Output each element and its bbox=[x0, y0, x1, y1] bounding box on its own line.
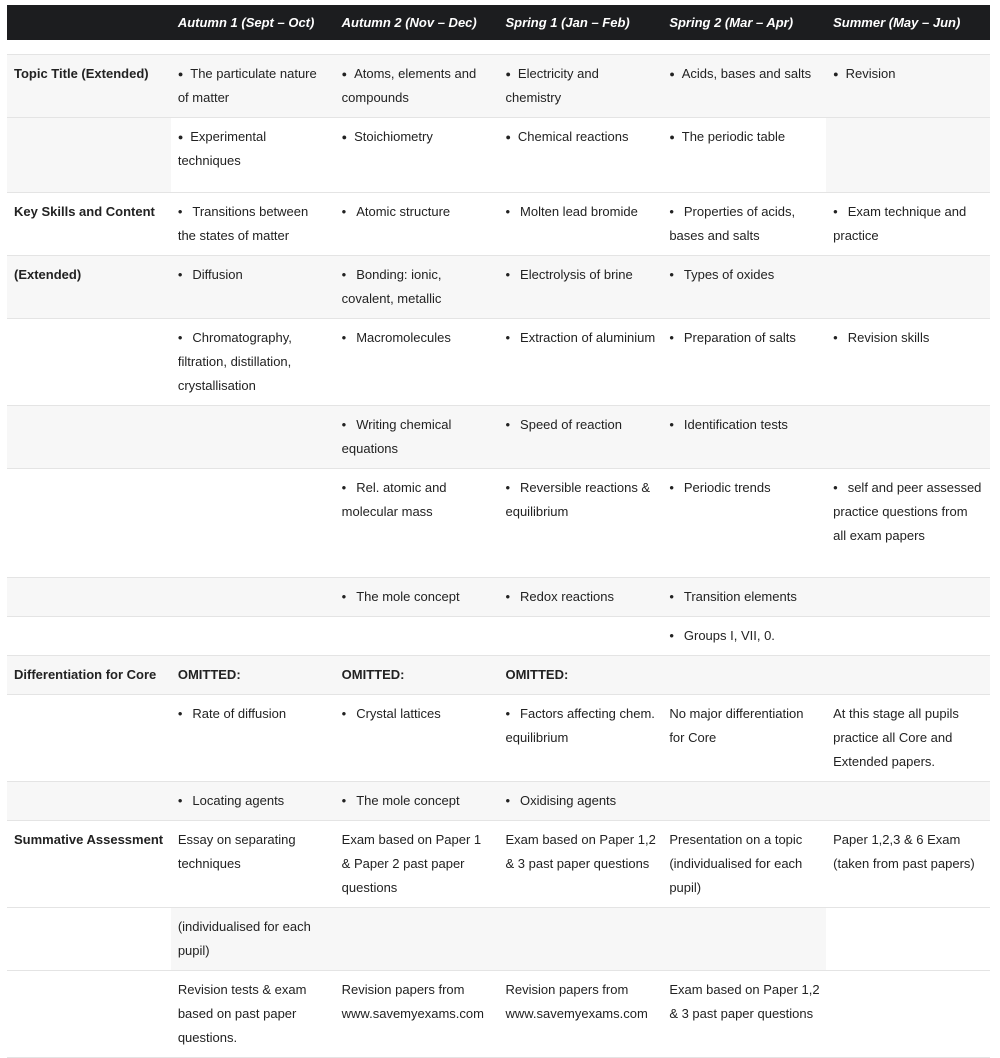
table-cell bbox=[826, 908, 990, 971]
table-cell bbox=[826, 256, 990, 319]
bullet-item: ● Experimental techniques bbox=[178, 129, 266, 168]
table-cell bbox=[826, 406, 990, 469]
table-cell bbox=[498, 469, 662, 578]
table-cell bbox=[826, 821, 990, 908]
table-cell bbox=[498, 908, 662, 971]
table-cell bbox=[171, 118, 335, 193]
table-cell bbox=[171, 656, 335, 695]
table-cell bbox=[335, 908, 499, 971]
table-cell bbox=[171, 406, 335, 469]
table-cell bbox=[826, 55, 990, 118]
bullet-item: • The mole concept bbox=[342, 589, 460, 604]
bullet-item: • Writing chemical equations bbox=[342, 417, 452, 456]
table-row bbox=[7, 469, 990, 578]
table-cell bbox=[826, 469, 990, 578]
bullet-item: • Revision skills bbox=[833, 330, 929, 345]
bullet-item: • Macromolecules bbox=[342, 330, 451, 345]
spacer-row bbox=[7, 40, 990, 55]
cell-text: (Extended) bbox=[14, 267, 82, 282]
table-row bbox=[7, 55, 990, 118]
bullet-item: ● Atoms, elements and compounds bbox=[342, 66, 477, 105]
table-cell bbox=[662, 256, 826, 319]
bullet-item: • Identification tests bbox=[669, 417, 788, 432]
table-cell bbox=[335, 695, 499, 782]
bullet-item: • Chromatography, filtration, distillation, crystallisation bbox=[178, 330, 292, 393]
bullet-item: • Types of oxides bbox=[669, 267, 774, 282]
table-cell bbox=[335, 578, 499, 617]
bullet-item: • Molten lead bromide bbox=[505, 204, 637, 219]
row-label-cell bbox=[7, 118, 171, 193]
table-cell bbox=[498, 319, 662, 406]
bullet-item: • Periodic trends bbox=[669, 480, 770, 495]
bullet-item: • Reversible reactions & equilibrium bbox=[505, 480, 650, 519]
table-cell bbox=[498, 193, 662, 256]
table-cell bbox=[498, 55, 662, 118]
table-cell bbox=[171, 821, 335, 908]
bullet-item: • Transitions between the states of matter bbox=[178, 204, 308, 243]
table-cell bbox=[171, 908, 335, 971]
table-cell bbox=[171, 256, 335, 319]
table-cell bbox=[662, 695, 826, 782]
bullet-item: • Transition elements bbox=[669, 589, 797, 604]
cell-text: (individualised for each pupil) bbox=[177, 919, 311, 958]
table-row bbox=[7, 256, 990, 319]
cell-text: Paper 1,2,3 & 6 Exam (taken from past papers) bbox=[833, 832, 975, 871]
cell-text: Presentation on a topic (individualised for each pupil) bbox=[669, 832, 803, 895]
table-row bbox=[7, 656, 990, 695]
table-cell bbox=[826, 617, 990, 656]
table-row bbox=[7, 695, 990, 782]
table-cell bbox=[335, 617, 499, 656]
table-cell bbox=[171, 782, 335, 821]
table-row bbox=[7, 617, 990, 656]
table-cell bbox=[335, 55, 499, 118]
table-row bbox=[7, 319, 990, 406]
row-label-cell bbox=[7, 821, 171, 908]
bullet-item: • Preparation of salts bbox=[669, 330, 796, 345]
cell-text: Exam based on Paper 1,2 & 3 past paper questions bbox=[669, 982, 820, 1021]
table-cell bbox=[662, 782, 826, 821]
bullet-item: • Diffusion bbox=[178, 267, 243, 282]
cell-text: Topic Title (Extended) bbox=[14, 66, 149, 81]
cell-text: Revision tests & exam based on past paper questions. bbox=[177, 982, 307, 1045]
row-label-cell bbox=[7, 55, 171, 118]
column-header: Summer (May – Jun) bbox=[826, 5, 990, 40]
table-cell bbox=[662, 971, 826, 1058]
bullet-item: • self and peer assessed practice questions from all exam papers bbox=[833, 480, 981, 543]
table-row bbox=[7, 578, 990, 617]
bullet-item: ● Acids, bases and salts bbox=[669, 66, 811, 81]
bullet-item: • Groups I, VII, 0. bbox=[669, 628, 775, 643]
row-label-cell bbox=[7, 256, 171, 319]
row-label-cell bbox=[7, 578, 171, 617]
table-cell bbox=[171, 193, 335, 256]
table-cell bbox=[662, 469, 826, 578]
bullet-item: • Speed of reaction bbox=[505, 417, 621, 432]
column-header bbox=[7, 5, 171, 40]
bullet-item: ● Chemical reactions bbox=[505, 129, 628, 144]
row-label-cell bbox=[7, 695, 171, 782]
table-cell bbox=[826, 656, 990, 695]
table-cell bbox=[662, 193, 826, 256]
row-label-cell bbox=[7, 908, 171, 971]
bullet-item: ● Revision bbox=[833, 66, 895, 81]
table-cell bbox=[498, 782, 662, 821]
header-row bbox=[7, 5, 990, 40]
column-header: Spring 2 (Mar – Apr) bbox=[662, 5, 826, 40]
table-cell bbox=[498, 118, 662, 193]
table-cell bbox=[662, 406, 826, 469]
row-label-cell bbox=[7, 971, 171, 1058]
bullet-item: ● The particulate nature of matter bbox=[178, 66, 317, 105]
table-cell bbox=[171, 319, 335, 406]
table-cell bbox=[498, 656, 662, 695]
table-cell bbox=[171, 617, 335, 656]
table-cell bbox=[662, 118, 826, 193]
table-cell bbox=[335, 118, 499, 193]
column-header: Autumn 1 (Sept – Oct) bbox=[171, 5, 335, 40]
cell-text: Exam based on Paper 1,2 & 3 past paper questions bbox=[505, 832, 656, 871]
row-label-cell bbox=[7, 406, 171, 469]
bullet-item: • Redox reactions bbox=[505, 589, 614, 604]
table-cell bbox=[826, 193, 990, 256]
bullet-item: ● The periodic table bbox=[669, 129, 785, 144]
table-cell bbox=[662, 55, 826, 118]
bullet-item: • Rel. atomic and molecular mass bbox=[342, 480, 447, 519]
cell-text: Exam based on Paper 1 & Paper 2 past paper questions bbox=[341, 832, 482, 895]
bullet-item: • Bonding: ionic, covalent, metallic bbox=[342, 267, 442, 306]
table-cell bbox=[826, 578, 990, 617]
bullet-item: • Exam technique and practice bbox=[833, 204, 966, 243]
table-cell bbox=[171, 578, 335, 617]
table-cell bbox=[335, 469, 499, 578]
table-row bbox=[7, 118, 990, 193]
table-cell bbox=[826, 695, 990, 782]
table-cell bbox=[171, 469, 335, 578]
table-cell bbox=[335, 406, 499, 469]
bullet-item: • Crystal lattices bbox=[342, 706, 441, 721]
table-cell bbox=[498, 821, 662, 908]
bullet-item: • Properties of acids, bases and salts bbox=[669, 204, 795, 243]
bullet-item: • Extraction of aluminium bbox=[505, 330, 655, 345]
table-cell bbox=[335, 256, 499, 319]
bullet-item: ● Stoichiometry bbox=[342, 129, 433, 144]
cell-text: OMITTED: bbox=[341, 667, 405, 682]
bullet-item: • Atomic structure bbox=[342, 204, 450, 219]
table-cell bbox=[335, 782, 499, 821]
bullet-item: ● Electricity and chemistry bbox=[505, 66, 598, 105]
cell-text: OMITTED: bbox=[177, 667, 241, 682]
row-label-cell bbox=[7, 782, 171, 821]
table-cell bbox=[335, 193, 499, 256]
table-cell bbox=[171, 55, 335, 118]
column-header: Spring 1 (Jan – Feb) bbox=[498, 5, 662, 40]
table-cell bbox=[171, 971, 335, 1058]
table-row bbox=[7, 193, 990, 256]
table-row bbox=[7, 821, 990, 908]
bullet-item: • Oxidising agents bbox=[505, 793, 616, 808]
table-cell bbox=[662, 617, 826, 656]
table-cell bbox=[498, 695, 662, 782]
table-row bbox=[7, 782, 990, 821]
table-cell bbox=[171, 695, 335, 782]
table-cell bbox=[335, 319, 499, 406]
bullet-item: • Locating agents bbox=[178, 793, 284, 808]
row-label-cell bbox=[7, 656, 171, 695]
table-row bbox=[7, 406, 990, 469]
bullet-item: • Factors affecting chem. equilibrium bbox=[505, 706, 654, 745]
bullet-item: • Rate of diffusion bbox=[178, 706, 286, 721]
table-row bbox=[7, 908, 990, 971]
table-cell bbox=[662, 319, 826, 406]
row-label-cell bbox=[7, 319, 171, 406]
cell-text: No major differentiation for Core bbox=[669, 706, 804, 745]
table-cell bbox=[826, 782, 990, 821]
table-cell bbox=[498, 256, 662, 319]
bullet-item: • Electrolysis of brine bbox=[505, 267, 632, 282]
table-cell bbox=[498, 617, 662, 656]
cell-text: Revision papers from www.savemyexams.com bbox=[505, 982, 648, 1021]
table-cell bbox=[662, 908, 826, 971]
table-cell bbox=[335, 971, 499, 1058]
cell-text: Differentiation for Core bbox=[14, 667, 157, 682]
table-cell bbox=[498, 406, 662, 469]
cell-text: At this stage all pupils practice all Core and Extended papers. bbox=[833, 706, 959, 769]
column-header: Autumn 2 (Nov – Dec) bbox=[335, 5, 499, 40]
row-label-cell bbox=[7, 469, 171, 578]
cell-text: Summative Assessment bbox=[14, 832, 164, 847]
curriculum-table bbox=[7, 5, 990, 1058]
row-label-cell bbox=[7, 617, 171, 656]
table-cell bbox=[335, 656, 499, 695]
cell-text: Revision papers from www.savemyexams.com bbox=[341, 982, 484, 1021]
table-cell bbox=[662, 578, 826, 617]
table-cell bbox=[498, 578, 662, 617]
cell-text: OMITTED: bbox=[505, 667, 569, 682]
table-cell bbox=[335, 821, 499, 908]
table-cell bbox=[498, 971, 662, 1058]
table-cell bbox=[826, 319, 990, 406]
table-cell bbox=[662, 656, 826, 695]
table-cell bbox=[826, 118, 990, 193]
bullet-item: • The mole concept bbox=[342, 793, 460, 808]
cell-text: Essay on separating techniques bbox=[177, 832, 296, 871]
table-row bbox=[7, 971, 990, 1058]
cell-text: Key Skills and Content bbox=[14, 204, 155, 219]
table-cell bbox=[662, 821, 826, 908]
row-label-cell bbox=[7, 193, 171, 256]
table-cell bbox=[826, 971, 990, 1058]
